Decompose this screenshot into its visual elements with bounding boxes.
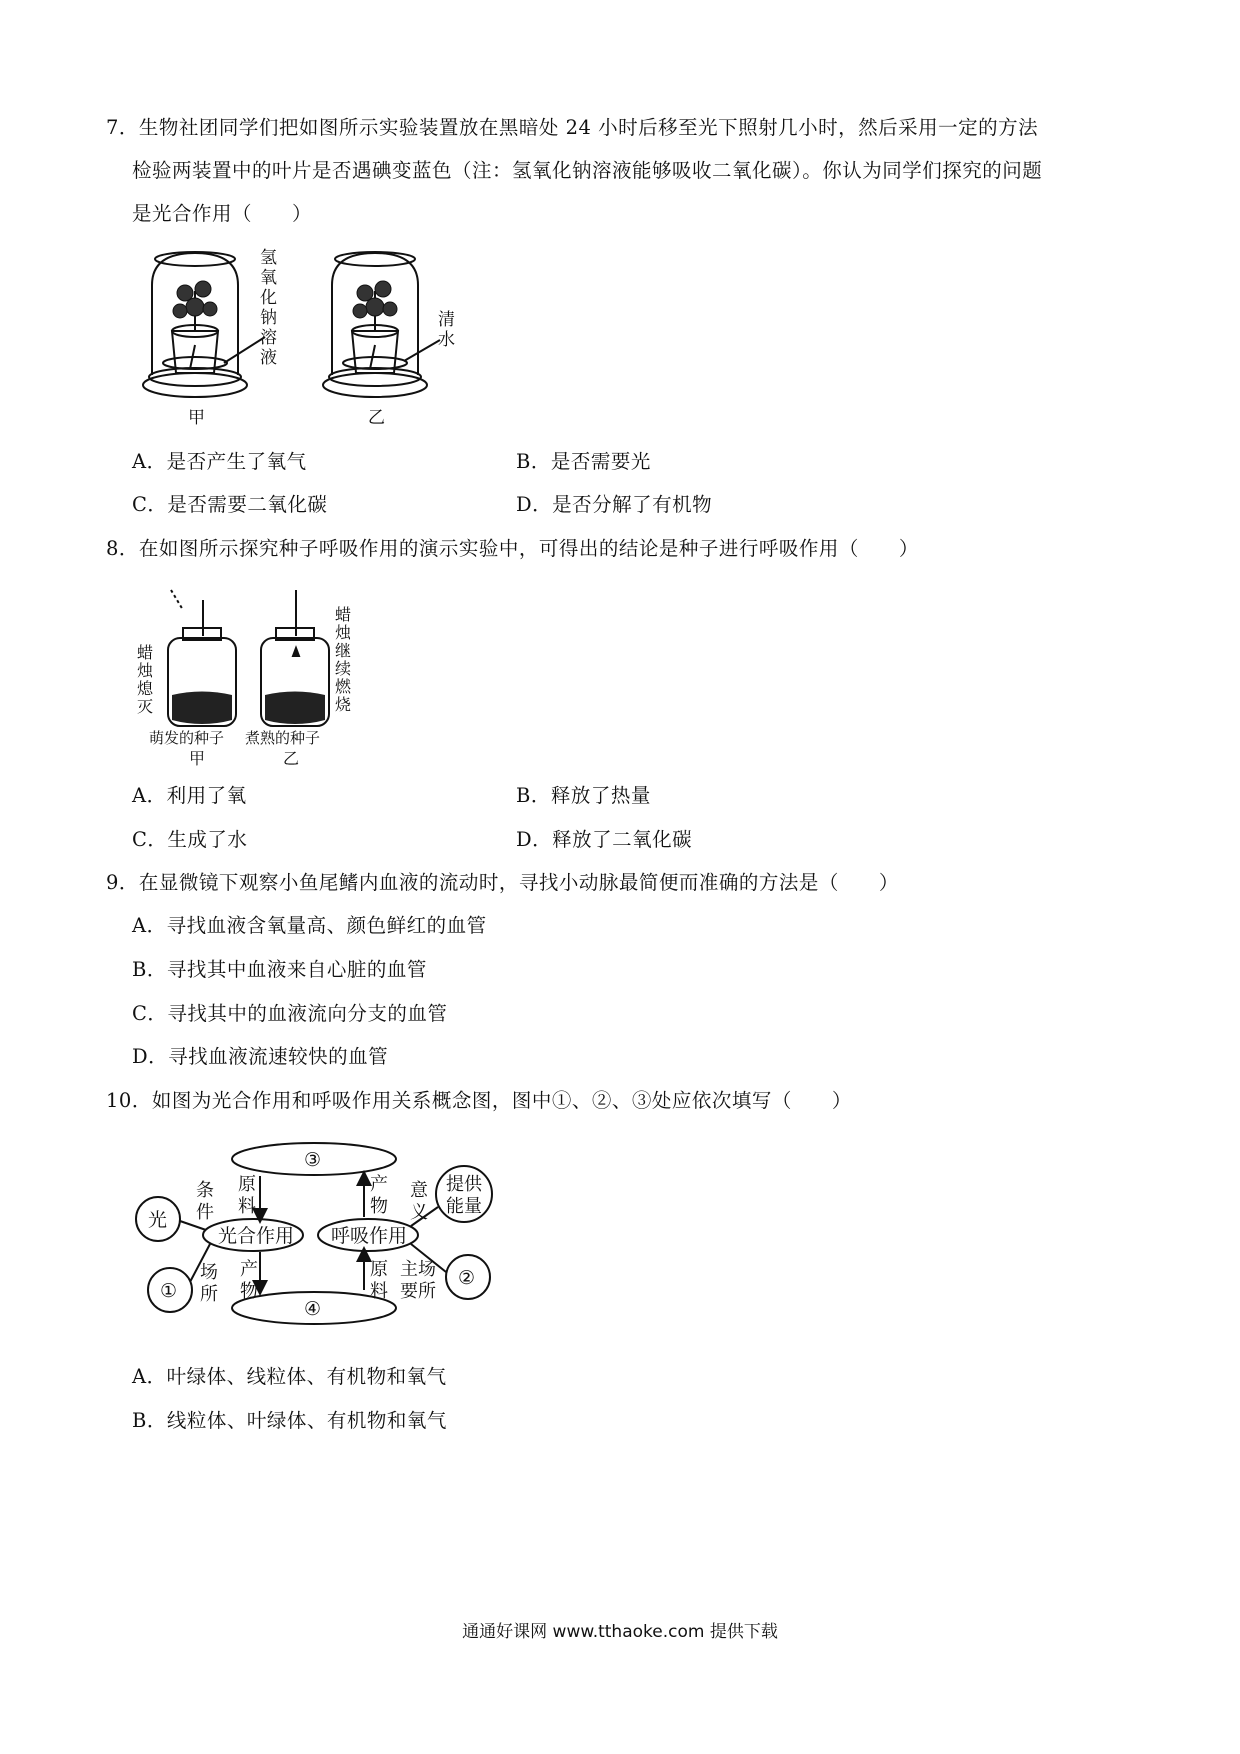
node-3-label: ③	[304, 1149, 322, 1171]
candle-out-char: 烛	[137, 661, 154, 680]
sodium-hydroxide-char: 氢	[260, 248, 277, 268]
page-footer: 通通好课网 www.tthaoke.com 提供下载	[462, 1622, 778, 1642]
product-top-char: 物	[370, 1196, 388, 1217]
q7-option-a[interactable]: A．是否产生了氧气	[132, 450, 307, 473]
q10-option-b[interactable]: B．线粒体、叶绿体、有机物和氧气	[132, 1409, 447, 1432]
label-sprouted-seeds: 萌发的种子	[149, 729, 225, 747]
q7-figure	[140, 245, 480, 439]
q7-option-b[interactable]: B．是否需要光	[516, 450, 651, 473]
caption-jia: 甲	[189, 749, 206, 768]
main-location-label: 主场	[400, 1259, 436, 1280]
bell-jar-left	[143, 252, 265, 397]
q8-option-c[interactable]: C．生成了水	[132, 828, 248, 851]
q10-concept-map	[128, 1132, 508, 1336]
q10-option-a[interactable]: A．叶绿体、线粒体、有机物和氧气	[132, 1365, 447, 1388]
candle-burning-char: 蜡	[335, 605, 352, 624]
sodium-hydroxide-char: 溶	[260, 328, 277, 348]
candle-out-char: 蜡	[137, 643, 154, 662]
q8-option-d[interactable]: D．释放了二氧化碳	[516, 828, 693, 851]
cooked-seeds	[265, 692, 325, 725]
condition-char: 条	[196, 1180, 214, 1201]
node-1-label: ①	[160, 1280, 178, 1302]
significance-char: 意	[410, 1180, 428, 1201]
caption-jia: 甲	[188, 408, 205, 428]
q9-option-c[interactable]: C．寻找其中的血液流向分支的血管	[132, 1002, 448, 1025]
candle-burning-char: 继	[335, 641, 352, 660]
location-char: 场	[200, 1262, 218, 1283]
q7-option-d[interactable]: D．是否分解了有机物	[516, 493, 713, 516]
q8-option-a[interactable]: A．利用了氧	[132, 784, 247, 807]
product-bottom-char: 产	[240, 1259, 258, 1280]
q7-line-3: 是光合作用（ ）	[132, 202, 313, 225]
significance-char: 义	[410, 1202, 428, 1223]
q8-option-b[interactable]: B．释放了热量	[516, 784, 651, 807]
photosynthesis-label: 光合作用	[218, 1225, 295, 1247]
sodium-hydroxide-char: 氧	[260, 268, 277, 288]
location-char: 所	[200, 1284, 218, 1305]
node-4-label: ④	[304, 1298, 322, 1320]
q7-option-c[interactable]: C．是否需要二氧化碳	[132, 493, 328, 516]
candle-burning-char: 燃	[335, 677, 352, 696]
condition-char: 件	[196, 1202, 214, 1223]
candle-out-char: 熄	[137, 679, 154, 698]
raw-material-top-char: 原	[238, 1174, 256, 1195]
energy-label: 能量	[446, 1196, 482, 1217]
main-location-label: 要所	[400, 1281, 436, 1302]
sprouted-seeds	[172, 692, 232, 725]
raw-material-bottom-char: 原	[370, 1259, 388, 1280]
candle-burning-char: 烧	[335, 695, 352, 714]
candle-burning-char: 续	[335, 659, 352, 678]
q7-line-1: 7．生物社团同学们把如图所示实验装置放在黑暗处 24 小时后移至光下照射几小时，然后采用一定的方法	[106, 116, 1039, 139]
product-bottom-char: 物	[240, 1281, 258, 1302]
sodium-hydroxide-char: 化	[260, 288, 277, 308]
q10-line-1: 10．如图为光合作用和呼吸作用关系概念图，图中①、②、③处应依次填写（ ）	[106, 1089, 852, 1112]
plant-left	[173, 281, 217, 331]
q9-line-1: 9．在显微镜下观察小鱼尾鳍内血液的流动时，寻找小动脉最简便而准确的方法是（ ）	[106, 871, 899, 894]
respiration-label: 呼吸作用	[331, 1225, 408, 1247]
q9-option-a[interactable]: A．寻找血液含氧量高、颜色鲜红的血管	[132, 914, 487, 937]
caption-yi: 乙	[283, 749, 300, 768]
q7-line-2: 检验两装置中的叶片是否遇碘变蓝色（注：氢氧化钠溶液能够吸收二氧化碳）。你认为同学们探究的问题	[132, 159, 1043, 182]
q8-line-1: 8．在如图所示探究种子呼吸作用的演示实验中，可得出的结论是种子进行呼吸作用（ ）	[106, 537, 919, 560]
caption-yi: 乙	[368, 408, 385, 428]
energy-label: 提供	[446, 1174, 482, 1195]
candle-burning-char: 烛	[335, 623, 352, 642]
candle-out-char: 灭	[137, 697, 154, 716]
raw-material-bottom-char: 料	[370, 1281, 388, 1302]
water-char: 清	[438, 310, 455, 330]
node-2-label: ②	[458, 1267, 476, 1289]
sodium-hydroxide-char: 液	[260, 348, 277, 368]
q9-option-d[interactable]: D．寻找血液流速较快的血管	[132, 1045, 389, 1068]
sodium-hydroxide-char: 钠	[260, 308, 277, 328]
raw-material-top-char: 料	[238, 1196, 256, 1217]
water-char: 水	[438, 330, 455, 350]
product-top-char: 产	[370, 1174, 388, 1195]
q9-option-b[interactable]: B．寻找其中血液来自心脏的血管	[132, 958, 427, 981]
q8-figure	[135, 580, 355, 774]
bell-jar-right	[323, 252, 440, 397]
label-cooked-seeds: 煮熟的种子	[245, 729, 321, 747]
light-label: 光	[148, 1209, 168, 1231]
plant-right	[353, 281, 397, 331]
